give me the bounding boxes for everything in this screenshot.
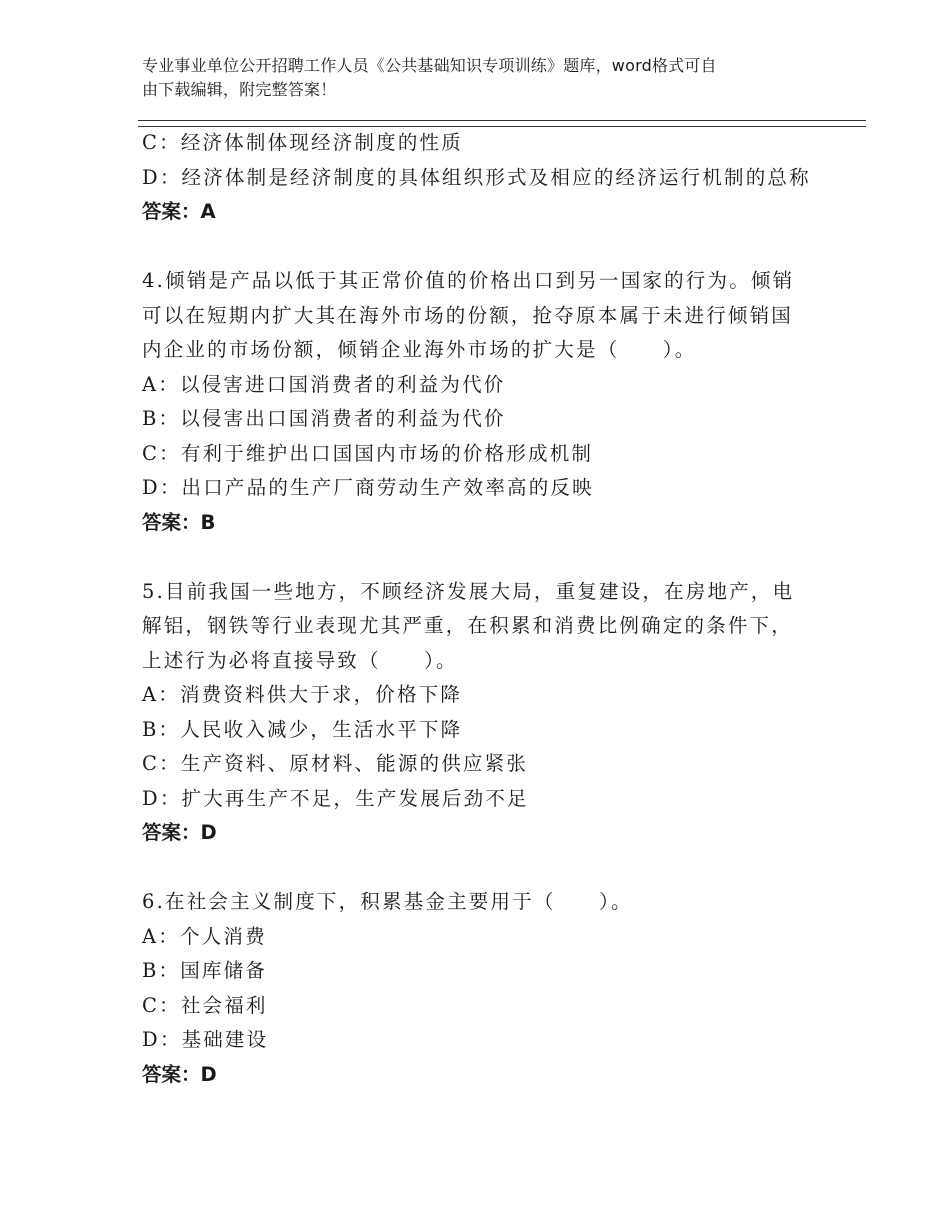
answer-line: 答案：D <box>142 1062 217 1086</box>
header-line-1: 专业事业单位公开招聘工作人员《公共基础知识专项训练》题库，word格式可自 <box>142 56 717 75</box>
option-d: D：扩大再生产不足，生产发展后劲不足 <box>142 786 529 810</box>
option-a: A：个人消费 <box>142 924 267 948</box>
answer-line: 答案：B <box>142 510 216 534</box>
header-line-2: 由下载编辑，附完整答案！ <box>142 80 337 99</box>
spacer <box>142 230 842 265</box>
option-a: A：以侵害进口国消费者的利益为代价 <box>142 372 506 396</box>
question-stem-line: 上述行为必将直接导致（ ）。 <box>142 648 458 672</box>
question-stem-line: 5.目前我国一些地方，不顾经济发展大局，重复建设，在房地产，电 <box>142 579 795 603</box>
question-stem-line: 6.在社会主义制度下，积累基金主要用于（ ）。 <box>142 890 633 913</box>
answer-line: 答案：D <box>142 821 217 844</box>
answer-line: 答案：A <box>142 200 216 223</box>
question-stem-line: 可以在短期内扩大其在海外市场的份额，抢夺原本属于未进行倾销国 <box>142 303 794 327</box>
option-c: C：社会福利 <box>142 993 268 1017</box>
question-6 <box>142 885 842 1092</box>
option-d: D：经济体制是经济制度的具体组织形式及相应的经济运行机制的总称 <box>142 165 811 189</box>
option-c: C：生产资料、原材料、能源的供应紧张 <box>142 752 529 775</box>
option-a: A：消费资料供大于求，价格下降 <box>142 683 463 706</box>
option-b: B：国库储备 <box>142 959 268 982</box>
spacer <box>142 851 842 886</box>
option-d: D：出口产品的生产厂商劳动生产效率高的反映 <box>142 476 594 499</box>
option-d: D：基础建设 <box>142 1028 269 1051</box>
page-header <box>142 54 812 102</box>
question-content <box>142 126 842 1092</box>
question-stem-line: 解铝，钢铁等行业表现尤其严重，在积累和消费比例确定的条件下， <box>142 614 794 637</box>
option-b: B：以侵害出口国消费者的利益为代价 <box>142 407 506 430</box>
spacer <box>142 540 842 575</box>
question-5 <box>142 575 842 851</box>
continued-question <box>142 126 842 230</box>
question-stem-line: 内企业的市场份额，倾销企业海外市场的扩大是（ ）。 <box>142 338 697 361</box>
question-4 <box>142 264 842 540</box>
question-stem-line: 4.倾销是产品以低于其正常价值的价格出口到另一国家的行为。倾销 <box>142 269 795 292</box>
option-c: C：经济体制体现经济制度的性质 <box>142 131 463 154</box>
option-b: B：人民收入减少，生活水平下降 <box>142 717 463 741</box>
option-c: C：有利于维护出口国国内市场的价格形成机制 <box>142 441 594 465</box>
